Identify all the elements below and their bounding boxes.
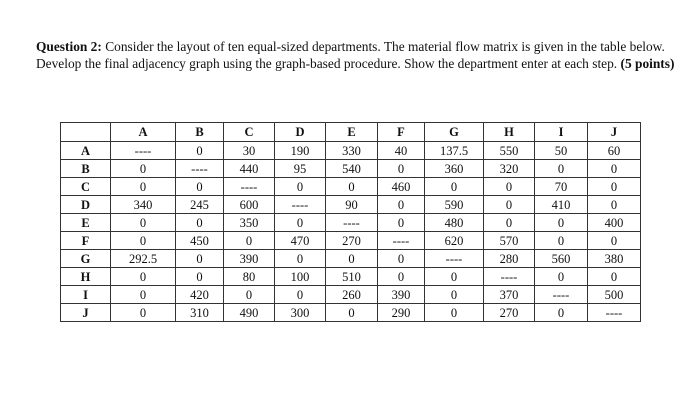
table-cell: 510 <box>326 268 378 286</box>
question-body: Consider the layout of ten equal-sized departments. The material flow matrix is given in the table below. Develop the final adjacency graph using the graph-based procedure. Show the department enter at each step. <box>36 39 665 71</box>
table-row <box>61 160 641 178</box>
table-cell: ---- <box>378 232 425 250</box>
table-cell: 292.5 <box>111 250 176 268</box>
table-cell: 560 <box>535 250 588 268</box>
table-cell: ---- <box>484 268 535 286</box>
table-cell: 0 <box>588 160 641 178</box>
row-header-i: I <box>61 286 111 304</box>
table-cell: 0 <box>425 286 484 304</box>
table-cell: 0 <box>535 304 588 322</box>
table-cell: 0 <box>326 250 378 268</box>
table-row <box>61 214 641 232</box>
table-cell: ---- <box>326 214 378 232</box>
table-cell: 570 <box>484 232 535 250</box>
table-cell: 440 <box>224 160 275 178</box>
table-cell: ---- <box>111 142 176 160</box>
table-cell: 390 <box>224 250 275 268</box>
table-cell: 470 <box>275 232 326 250</box>
table-cell: ---- <box>588 304 641 322</box>
table-cell: 190 <box>275 142 326 160</box>
table-cell: 0 <box>275 286 326 304</box>
table-cell: ---- <box>535 286 588 304</box>
table-cell: 0 <box>111 232 176 250</box>
table-cell: ---- <box>425 250 484 268</box>
table-cell: 380 <box>588 250 641 268</box>
table-cell: 0 <box>275 178 326 196</box>
row-header-b: B <box>61 160 111 178</box>
column-header-a: A <box>111 123 176 142</box>
table-cell: 245 <box>176 196 224 214</box>
table-cell: 410 <box>535 196 588 214</box>
table-cell: 40 <box>378 142 425 160</box>
table-row <box>61 286 641 304</box>
table-cell: 0 <box>425 304 484 322</box>
table-cell: 490 <box>224 304 275 322</box>
row-header-h: H <box>61 268 111 286</box>
table-cell: 290 <box>378 304 425 322</box>
table-cell: 30 <box>224 142 275 160</box>
table-cell: 0 <box>484 178 535 196</box>
table-cell: 420 <box>176 286 224 304</box>
question-points: (5 points) <box>620 56 675 71</box>
table-cell: 540 <box>326 160 378 178</box>
column-header-e: E <box>326 123 378 142</box>
table-cell: 70 <box>535 178 588 196</box>
table-cell: ---- <box>176 160 224 178</box>
column-header-j: J <box>588 123 641 142</box>
table-cell: 0 <box>378 250 425 268</box>
table-cell: 0 <box>378 214 425 232</box>
table-cell: 0 <box>588 268 641 286</box>
table-cell: 0 <box>111 286 176 304</box>
table-cell: 550 <box>484 142 535 160</box>
table-cell: 0 <box>484 214 535 232</box>
table-cell: 0 <box>535 214 588 232</box>
table-cell: 620 <box>425 232 484 250</box>
table-cell: 600 <box>224 196 275 214</box>
row-header-f: F <box>61 232 111 250</box>
header-row <box>61 123 641 142</box>
column-header-d: D <box>275 123 326 142</box>
table-cell: 390 <box>378 286 425 304</box>
table-cell: ---- <box>224 178 275 196</box>
table-cell: 450 <box>176 232 224 250</box>
table-cell: 0 <box>588 196 641 214</box>
table-cell: 0 <box>176 178 224 196</box>
table-cell: 0 <box>535 268 588 286</box>
table-cell: 280 <box>484 250 535 268</box>
table-cell: 300 <box>275 304 326 322</box>
table-cell: 137.5 <box>425 142 484 160</box>
table-cell: 270 <box>484 304 535 322</box>
table-cell: 0 <box>535 160 588 178</box>
column-header-b: B <box>176 123 224 142</box>
table-row <box>61 250 641 268</box>
table-cell: 320 <box>484 160 535 178</box>
table-cell: 95 <box>275 160 326 178</box>
table-row <box>61 178 641 196</box>
table-cell: 0 <box>378 196 425 214</box>
table-cell: 0 <box>111 160 176 178</box>
table-cell: 400 <box>588 214 641 232</box>
table-row <box>61 142 641 160</box>
table-cell: 0 <box>111 304 176 322</box>
table-row <box>61 268 641 286</box>
table-cell: 460 <box>378 178 425 196</box>
corner-cell <box>61 123 111 142</box>
table-cell: 0 <box>111 178 176 196</box>
table-cell: 360 <box>425 160 484 178</box>
row-header-a: A <box>61 142 111 160</box>
column-header-f: F <box>378 123 425 142</box>
table-cell: 260 <box>326 286 378 304</box>
row-header-j: J <box>61 304 111 322</box>
table-cell: 80 <box>224 268 275 286</box>
table-cell: 0 <box>224 286 275 304</box>
table-cell: 0 <box>425 268 484 286</box>
table-cell: 0 <box>425 178 484 196</box>
table-cell: 0 <box>176 214 224 232</box>
material-flow-matrix <box>60 122 641 322</box>
table-cell: 500 <box>588 286 641 304</box>
table-cell: 340 <box>111 196 176 214</box>
column-header-h: H <box>484 123 535 142</box>
table-cell: 60 <box>588 142 641 160</box>
flow-matrix-table <box>60 122 641 322</box>
table-row <box>61 232 641 250</box>
table-cell: 0 <box>326 178 378 196</box>
row-header-c: C <box>61 178 111 196</box>
question-label: Question 2: <box>36 39 102 54</box>
table-cell: 0 <box>176 142 224 160</box>
table-cell: 90 <box>326 196 378 214</box>
table-cell: 0 <box>484 196 535 214</box>
table-cell: 310 <box>176 304 224 322</box>
table-cell: 0 <box>176 268 224 286</box>
row-header-e: E <box>61 214 111 232</box>
table-cell: 0 <box>176 250 224 268</box>
column-header-g: G <box>425 123 484 142</box>
table-cell: 0 <box>588 178 641 196</box>
table-cell: 330 <box>326 142 378 160</box>
matrix-body <box>61 142 641 322</box>
table-cell: 0 <box>378 268 425 286</box>
table-row <box>61 196 641 214</box>
table-cell: 0 <box>275 214 326 232</box>
table-row <box>61 304 641 322</box>
table-cell: 0 <box>111 214 176 232</box>
table-cell: 0 <box>588 232 641 250</box>
table-cell: 100 <box>275 268 326 286</box>
table-cell: 370 <box>484 286 535 304</box>
table-cell: 50 <box>535 142 588 160</box>
row-header-d: D <box>61 196 111 214</box>
question-text-block <box>36 38 686 72</box>
table-cell: 350 <box>224 214 275 232</box>
row-header-g: G <box>61 250 111 268</box>
table-cell: 0 <box>224 232 275 250</box>
table-cell: 0 <box>535 232 588 250</box>
table-cell: 0 <box>275 250 326 268</box>
table-cell: ---- <box>275 196 326 214</box>
table-cell: 480 <box>425 214 484 232</box>
table-cell: 0 <box>378 160 425 178</box>
column-header-i: I <box>535 123 588 142</box>
table-cell: 270 <box>326 232 378 250</box>
table-cell: 0 <box>326 304 378 322</box>
table-cell: 0 <box>111 268 176 286</box>
table-cell: 590 <box>425 196 484 214</box>
column-header-c: C <box>224 123 275 142</box>
